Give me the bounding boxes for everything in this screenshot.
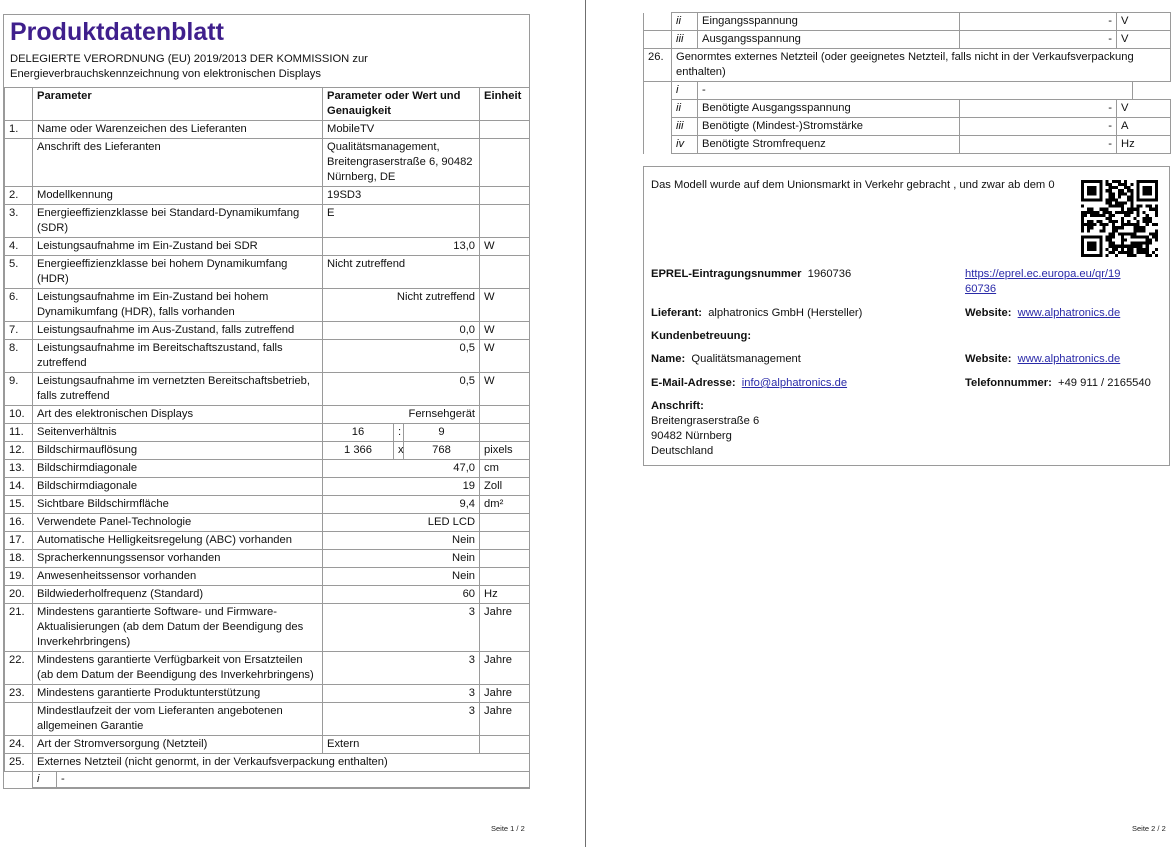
table-row	[5, 703, 530, 736]
table-row	[644, 118, 1171, 136]
name-value: Qualitätsmanagement	[691, 353, 801, 365]
row-value: 9,4	[323, 496, 480, 514]
table-header-row	[5, 88, 530, 121]
table-row	[5, 289, 530, 322]
row-value-part: x	[394, 442, 404, 460]
row-number: 20.	[5, 586, 33, 604]
row-unit	[480, 406, 530, 424]
table-row	[5, 736, 530, 754]
table-row	[5, 187, 530, 205]
row-value: E	[323, 205, 480, 238]
address-block: Anschrift: Breitengraserstraße 6 90482 Nürnberg Deutschland	[651, 400, 760, 457]
row-index: iii	[672, 31, 698, 49]
row-value: Fernsehgerät	[323, 406, 480, 424]
row-index: iii	[672, 118, 698, 136]
phone-label: Telefonnummer:	[965, 377, 1052, 389]
row-number	[5, 703, 33, 736]
parameter-table	[4, 87, 530, 788]
row-index: ii	[672, 13, 698, 31]
row-value: 19	[323, 478, 480, 496]
row-value-part: 768	[404, 442, 480, 460]
row-value: Nicht zutreffend	[323, 256, 480, 289]
row-unit	[480, 568, 530, 586]
row-label: Benötigte (Mindest-)Stromstärke	[698, 118, 960, 136]
table-row	[5, 373, 530, 406]
row-unit: W	[480, 238, 530, 256]
page-1	[0, 0, 586, 847]
row-label: Eingangsspannung	[698, 13, 960, 31]
table-row	[5, 496, 530, 514]
table-row: 25. Externes Netzteil (nicht genormt, in der Verkaufsverpackung enthalten)	[5, 754, 530, 772]
row-parameter: Bildschirmauflösung	[33, 442, 323, 460]
row-value: -	[960, 100, 1117, 118]
table-row	[5, 685, 530, 703]
row-unit: Jahre	[480, 685, 530, 703]
row-value: MobileTV	[323, 121, 480, 139]
row-value: -	[960, 118, 1117, 136]
row-number: 3.	[5, 205, 33, 238]
row-number: 23.	[5, 685, 33, 703]
customer-service-label: Kundenbetreuung:	[651, 330, 752, 342]
row-number: 18.	[5, 550, 33, 568]
datasheet-box	[3, 14, 530, 789]
row-unit: cm	[480, 460, 530, 478]
eprel-link[interactable]: https://eprel.ec.europa.eu/qr/19	[965, 268, 1121, 280]
row-number: 21.	[5, 604, 33, 652]
website2-link[interactable]: www.alphatronics.de	[1017, 353, 1121, 365]
row-parameter: Anschrift des Lieferanten	[33, 139, 323, 187]
row-unit: W	[480, 322, 530, 340]
row-parameter: Mindestens garantierte Produktunterstützung	[33, 685, 323, 703]
row-number: 12.	[5, 442, 33, 460]
table-row	[644, 13, 1171, 31]
row-unit: Zoll	[480, 478, 530, 496]
supplier-label: Lieferant:	[651, 307, 702, 319]
supplier-value: alphatronics GmbH (Hersteller)	[708, 307, 863, 319]
eprel-number: 1960736	[807, 268, 852, 280]
table-row	[644, 100, 1171, 118]
table-row: 26. Genormtes externes Netzteil (oder geeignetes Netzteil, falls nicht in der Verkaufsverpackung enthalten)	[644, 49, 1171, 82]
regulation-subtitle: DELEGIERTE VERORDNUNG (EU) 2019/2013 DER KOMMISSION zur Energieverbrauchskennzeichnung von elektronischen Displays	[10, 53, 368, 80]
row-parameter: Modellkennung	[33, 187, 323, 205]
table-row	[5, 586, 530, 604]
website-label: Website:	[965, 307, 1012, 319]
row-parameter: Leistungsaufnahme im Aus-Zustand, falls zutreffend	[33, 322, 323, 340]
table-row	[5, 652, 530, 685]
row-parameter: Bildschirmdiagonale	[33, 460, 323, 478]
row-value: 0,5	[323, 373, 480, 406]
name-label: Name:	[651, 353, 686, 365]
row-label: Ausgangsspannung	[698, 31, 960, 49]
row-parameter: Automatische Helligkeitsregelung (ABC) vorhanden	[33, 532, 323, 550]
table-body	[5, 121, 530, 754]
website-link[interactable]: www.alphatronics.de	[1017, 307, 1121, 319]
row-number: 4.	[5, 238, 33, 256]
email-label: E-Mail-Adresse:	[651, 377, 736, 389]
row-unit: W	[480, 340, 530, 373]
row-unit	[480, 139, 530, 187]
row-parameter: Energieeffizienzklasse bei hohem Dynamikumfang (HDR)	[33, 256, 323, 289]
table-row	[5, 442, 530, 460]
row-unit: V	[1117, 13, 1171, 31]
row-parameter: Bildschirmdiagonale	[33, 478, 323, 496]
row-number: 6.	[5, 289, 33, 322]
row-unit	[480, 514, 530, 532]
row-value: 3	[323, 604, 480, 652]
header-parameter: Parameter	[33, 88, 323, 121]
row-value: 0,0	[323, 322, 480, 340]
row-number: 5.	[5, 256, 33, 289]
row-value: Nicht zutreffend	[323, 289, 480, 322]
row-unit	[480, 532, 530, 550]
row-number: 16.	[5, 514, 33, 532]
row-number: 15.	[5, 496, 33, 514]
row-number: 22.	[5, 652, 33, 685]
row-unit: Jahre	[480, 703, 530, 736]
row-number: 8.	[5, 340, 33, 373]
row-parameter: Sichtbare Bildschirmfläche	[33, 496, 323, 514]
header-unit: Einheit	[480, 88, 530, 121]
row-parameter: Leistungsaufnahme im Bereitschaftszustand, falls zutreffend	[33, 340, 323, 373]
row-parameter: Spracherkennungssensor vorhanden	[33, 550, 323, 568]
table-row	[5, 532, 530, 550]
row-parameter: Leistungsaufnahme im Ein-Zustand bei SDR	[33, 238, 323, 256]
address-label: Anschrift:	[651, 400, 704, 412]
row-value: Nein	[323, 568, 480, 586]
eprel-link-cont[interactable]: 60736	[965, 283, 997, 295]
row-number: 13.	[5, 460, 33, 478]
row-index: i	[672, 82, 698, 100]
table-row	[5, 205, 530, 238]
row-value: 13,0	[323, 238, 480, 256]
row-index: iv	[672, 136, 698, 154]
table-row	[5, 478, 530, 496]
website2-label: Website:	[965, 353, 1012, 365]
row-unit	[480, 121, 530, 139]
row-index: ii	[672, 100, 698, 118]
table-row	[5, 406, 530, 424]
row-parameter: Seitenverhältnis	[33, 424, 323, 442]
row-value: Qualitätsmanagement, Breitengraserstraße 6, 90482 Nürnberg, DE	[323, 139, 480, 187]
row-value: Nein	[323, 532, 480, 550]
row-value: 3	[323, 685, 480, 703]
table-row	[644, 136, 1171, 154]
row-parameter: Energieeffizienzklasse bei Standard-Dynamikumfang (SDR)	[33, 205, 323, 238]
row-parameter: Mindestlaufzeit der vom Lieferanten angebotenen allgemeinen Garantie	[33, 703, 323, 736]
row-unit: W	[480, 289, 530, 322]
table-row	[5, 322, 530, 340]
phone-value: +49 911 / 2165540	[1058, 377, 1151, 389]
row-number: 10.	[5, 406, 33, 424]
table-row	[5, 238, 530, 256]
row-value: Extern	[323, 736, 480, 754]
page-divider	[585, 0, 586, 847]
row-value: LED LCD	[323, 514, 480, 532]
row-unit: dm²	[480, 496, 530, 514]
page-number: Seite 2 / 2	[1132, 824, 1166, 833]
row-value-part: 1 366	[323, 442, 394, 460]
row-parameter: Art des elektronischen Displays	[33, 406, 323, 424]
row-unit	[480, 424, 530, 442]
row-parameter: Mindestens garantierte Verfügbarkeit von Ersatzteilen (ab dem Datum der Beendigung des Inverkehrbringens)	[33, 652, 323, 685]
row-value: -	[960, 31, 1117, 49]
row-value: 0,5	[323, 340, 480, 373]
row-value-part: :	[394, 424, 404, 442]
table-row	[5, 514, 530, 532]
table-row	[5, 568, 530, 586]
row-value-part: 16	[323, 424, 394, 442]
row-unit: Jahre	[480, 652, 530, 685]
row-unit	[480, 187, 530, 205]
row-value: Nein	[323, 550, 480, 568]
row-unit: pixels	[480, 442, 530, 460]
header-value: Parameter oder Wert und Genauigkeit	[323, 88, 480, 121]
row-unit: Jahre	[480, 604, 530, 652]
market-date-text: Das Modell wurde auf dem Unionsmarkt in Verkehr gebracht , und zwar ab dem 0	[651, 179, 1055, 191]
power-supply-table	[643, 12, 1171, 154]
row-unit: V	[1117, 31, 1171, 49]
row-number: 7.	[5, 322, 33, 340]
row-number: 19.	[5, 568, 33, 586]
row-number: 1.	[5, 121, 33, 139]
row-number	[5, 139, 33, 187]
row-value: 3	[323, 652, 480, 685]
table-row	[5, 424, 530, 442]
row-parameter: Leistungsaufnahme im vernetzten Bereitschaftsbetrieb, falls zutreffend	[33, 373, 323, 406]
page-title: Produktdatenblatt	[10, 18, 224, 46]
row-parameter: Art der Stromversorgung (Netzteil)	[33, 736, 323, 754]
row-unit: A	[1117, 118, 1171, 136]
row-number: 14.	[5, 478, 33, 496]
page-number: Seite 1 / 2	[491, 824, 525, 833]
row-number: 11.	[5, 424, 33, 442]
row-unit	[480, 550, 530, 568]
row-value: 3	[323, 703, 480, 736]
email-link[interactable]: info@alphatronics.de	[741, 377, 848, 389]
row-unit	[480, 256, 530, 289]
table-row	[5, 256, 530, 289]
row-number: 17.	[5, 532, 33, 550]
row-unit: Hz	[480, 586, 530, 604]
row-unit: W	[480, 373, 530, 406]
row-parameter: Mindestens garantierte Software- und Firmware-Aktualisierungen (ab dem Datum der Beendigung des Inverkehrbringens)	[33, 604, 323, 652]
row-value: 47,0	[323, 460, 480, 478]
table-row	[5, 340, 530, 373]
row-label: Benötigte Stromfrequenz	[698, 136, 960, 154]
row-number: 2.	[5, 187, 33, 205]
row-value-part: 9	[404, 424, 480, 442]
row-value: 19SD3	[323, 187, 480, 205]
table-row	[5, 604, 530, 652]
row-parameter: Bildwiederholfrequenz (Standard)	[33, 586, 323, 604]
row-label: -	[698, 82, 1133, 100]
table-row	[644, 82, 1171, 100]
row-number: 24.	[5, 736, 33, 754]
row-unit: Hz	[1117, 136, 1171, 154]
row-parameter: Anwesenheitssensor vorhanden	[33, 568, 323, 586]
row-parameter: Name oder Warenzeichen des Lieferanten	[33, 121, 323, 139]
table-row	[644, 31, 1171, 49]
row-value: -	[960, 136, 1117, 154]
row-parameter: Leistungsaufnahme im Ein-Zustand bei hohem Dynamikumfang (HDR), falls vorhanden	[33, 289, 323, 322]
table-row	[5, 121, 530, 139]
table-row: i -	[5, 772, 530, 788]
table-row	[5, 550, 530, 568]
row-unit: V	[1117, 100, 1171, 118]
row-label: Benötigte Ausgangsspannung	[698, 100, 960, 118]
row-unit	[480, 205, 530, 238]
page-2	[587, 0, 1173, 847]
table-row	[5, 460, 530, 478]
table-body	[644, 13, 1171, 154]
table-row	[5, 139, 530, 187]
row-value: -	[960, 13, 1117, 31]
row-number: 9.	[5, 373, 33, 406]
product-info-box	[643, 166, 1170, 466]
eprel-label: EPREL-Eintragungsnummer	[651, 268, 802, 280]
qr-code-icon	[1081, 180, 1158, 257]
row-parameter: Verwendete Panel-Technologie	[33, 514, 323, 532]
row-unit	[480, 736, 530, 754]
row-value: 60	[323, 586, 480, 604]
